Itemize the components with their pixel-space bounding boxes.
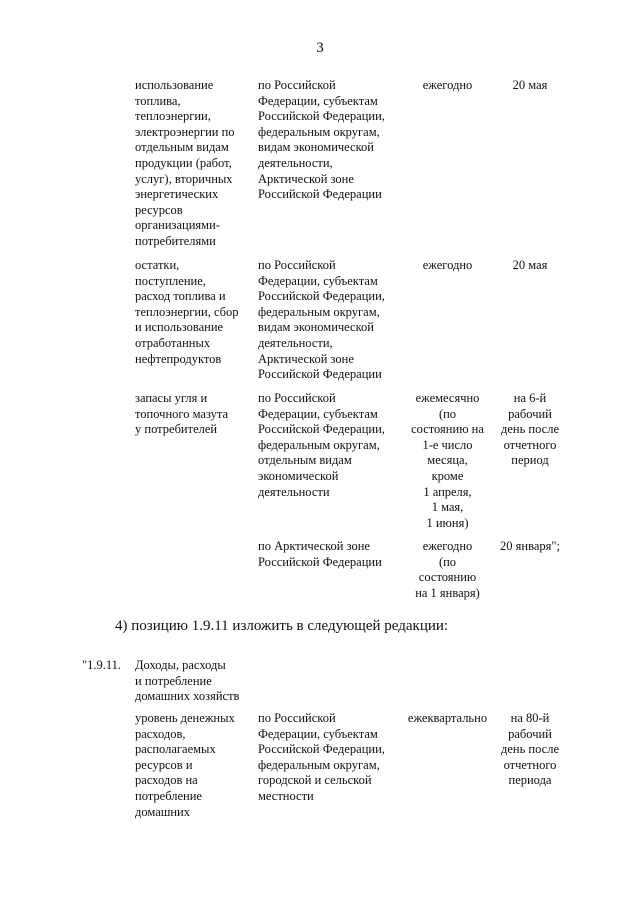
text-line: теплоэнергии, сбор <box>135 304 239 319</box>
text-line: отчетного <box>503 437 557 452</box>
text-line: Федерации, субъектам <box>258 726 378 741</box>
text-line: ежеквартально <box>407 711 488 725</box>
indicator-cell <box>135 78 250 250</box>
deadline-cell <box>495 711 565 789</box>
frequency-cell <box>405 539 490 601</box>
text-line: рабочий <box>508 406 552 421</box>
text-line: отчетного <box>503 757 557 772</box>
frequency-cell <box>405 711 490 727</box>
deadline-cell <box>495 258 565 274</box>
text-line: на 1 января) <box>415 585 480 600</box>
text-line: услуг), вторичных <box>135 171 233 186</box>
text-line: 1 июня) <box>426 515 469 530</box>
text-line: расходов, <box>135 726 186 741</box>
text-line: день после <box>500 422 559 437</box>
text-line: Российской Федерации <box>258 367 382 382</box>
text-line: 1 мая, <box>431 500 464 515</box>
breakdown-cell <box>258 539 398 570</box>
frequency-cell <box>405 258 490 274</box>
text-line: ежегодно <box>422 539 473 553</box>
indicator-cell <box>135 391 250 438</box>
breakdown-cell <box>258 258 398 383</box>
section-number: "1.9.11. <box>82 658 122 672</box>
text-line: по Российской <box>258 258 336 272</box>
deadline-cell <box>495 391 565 469</box>
text-line: городской и сельской <box>258 773 372 788</box>
text-line: по Арктической зоне <box>258 539 370 553</box>
text-line: 1 апреля, <box>423 484 472 499</box>
text-line: у потребителей <box>135 422 218 437</box>
text-line: по Российской <box>258 711 336 725</box>
text-line: ежемесячно <box>415 391 480 405</box>
text-line: (по <box>438 406 457 421</box>
text-line: Российской Федерации, <box>258 109 385 124</box>
text-line: Арктической зоне <box>258 351 354 366</box>
text-line: организациями- <box>135 218 220 233</box>
text-line: и использование <box>135 320 224 335</box>
text-line: Российской Федерации, <box>258 742 385 757</box>
text-line: экономической <box>258 468 339 483</box>
breakdown-cell <box>258 78 398 203</box>
text-line: уровень денежных <box>135 711 235 725</box>
text-line: ежегодно <box>422 258 473 272</box>
frequency-cell <box>405 391 490 531</box>
deadline-cell <box>495 78 565 94</box>
text-line: Российской Федерации, <box>258 422 385 437</box>
text-line: 1-е число <box>422 437 473 452</box>
text-line: день после <box>500 742 559 757</box>
text-line: кроме <box>431 468 464 483</box>
amendment-paragraph: 4) позицию 1.9.11 изложить в следующей редакции: <box>115 618 449 634</box>
text-line: топочного мазута <box>135 406 229 421</box>
text-line: топлива, <box>135 93 181 108</box>
text-line: отдельным видам <box>135 140 229 155</box>
text-line: Федерации, субъектам <box>258 406 378 421</box>
text-line: местности <box>258 788 314 803</box>
text-line: деятельности, <box>258 335 333 350</box>
text-line: домашних хозяйств <box>135 689 240 704</box>
text-line: теплоэнергии, <box>135 109 211 124</box>
text-line: по Российской <box>258 78 336 92</box>
text-line: использование <box>135 78 214 92</box>
text-line: Доходы, расходы <box>135 658 226 672</box>
text-line: 20 мая <box>512 258 548 272</box>
text-line: домашних <box>135 804 190 819</box>
text-line: месяца, <box>427 453 468 468</box>
text-line: Арктической зоне <box>258 171 354 186</box>
text-line: деятельности, <box>258 155 333 170</box>
text-line: видам экономической <box>258 140 374 155</box>
text-line: ресурсов <box>135 202 183 217</box>
text-line: состоянию <box>418 570 477 585</box>
text-line: федеральным округам, <box>258 437 380 452</box>
text-line: расход топлива и <box>135 289 226 304</box>
indicator-cell <box>135 711 250 820</box>
text-line: ресурсов и <box>135 757 193 772</box>
indicator-cell <box>135 258 250 367</box>
text-line: Российской Федерации <box>258 187 382 202</box>
text-line: продукции (работ, <box>135 155 232 170</box>
text-line: на 6-й <box>513 391 547 405</box>
text-line: располагаемых <box>135 742 216 757</box>
text-line: (по <box>438 554 457 569</box>
breakdown-cell <box>258 391 398 500</box>
text-line: Федерации, субъектам <box>258 273 378 288</box>
text-line: Российской Федерации, <box>258 289 385 304</box>
text-line: 20 мая <box>512 78 548 92</box>
text-line: по Российской <box>258 391 336 405</box>
text-line: отдельным видам <box>258 453 352 468</box>
breakdown-cell <box>258 711 398 805</box>
text-line: энергетических <box>135 187 219 202</box>
text-line: поступление, <box>135 273 206 288</box>
text-line: потребление <box>135 788 202 803</box>
text-line: остатки, <box>135 258 180 272</box>
text-line: рабочий <box>508 726 552 741</box>
text-line: состоянию на <box>411 422 484 437</box>
section-title <box>135 658 239 705</box>
page-number: 3 <box>316 40 324 56</box>
deadline-cell <box>495 539 565 555</box>
text-line: отработанных <box>135 335 211 350</box>
text-line: Российской Федерации <box>258 554 382 569</box>
text-line: Федерации, субъектам <box>258 93 378 108</box>
text-line: 20 января"; <box>500 539 560 553</box>
text-line: нефтепродуктов <box>135 351 222 366</box>
text-line: расходов на <box>135 773 198 788</box>
text-line: период <box>511 453 549 468</box>
text-line: ежегодно <box>422 78 473 92</box>
text-line: федеральным округам, <box>258 757 380 772</box>
text-line: видам экономической <box>258 320 374 335</box>
text-line: запасы угля и <box>135 391 208 405</box>
text-line: на 80-й <box>510 711 550 725</box>
text-line: электроэнергии по <box>135 124 235 139</box>
frequency-cell <box>405 78 490 94</box>
text-line: периода <box>508 773 552 788</box>
text-line: потребителями <box>135 233 216 248</box>
text-line: федеральным округам, <box>258 124 380 139</box>
text-line: федеральным округам, <box>258 304 380 319</box>
text-line: и потребление <box>135 673 212 688</box>
text-line: деятельности <box>258 484 330 499</box>
